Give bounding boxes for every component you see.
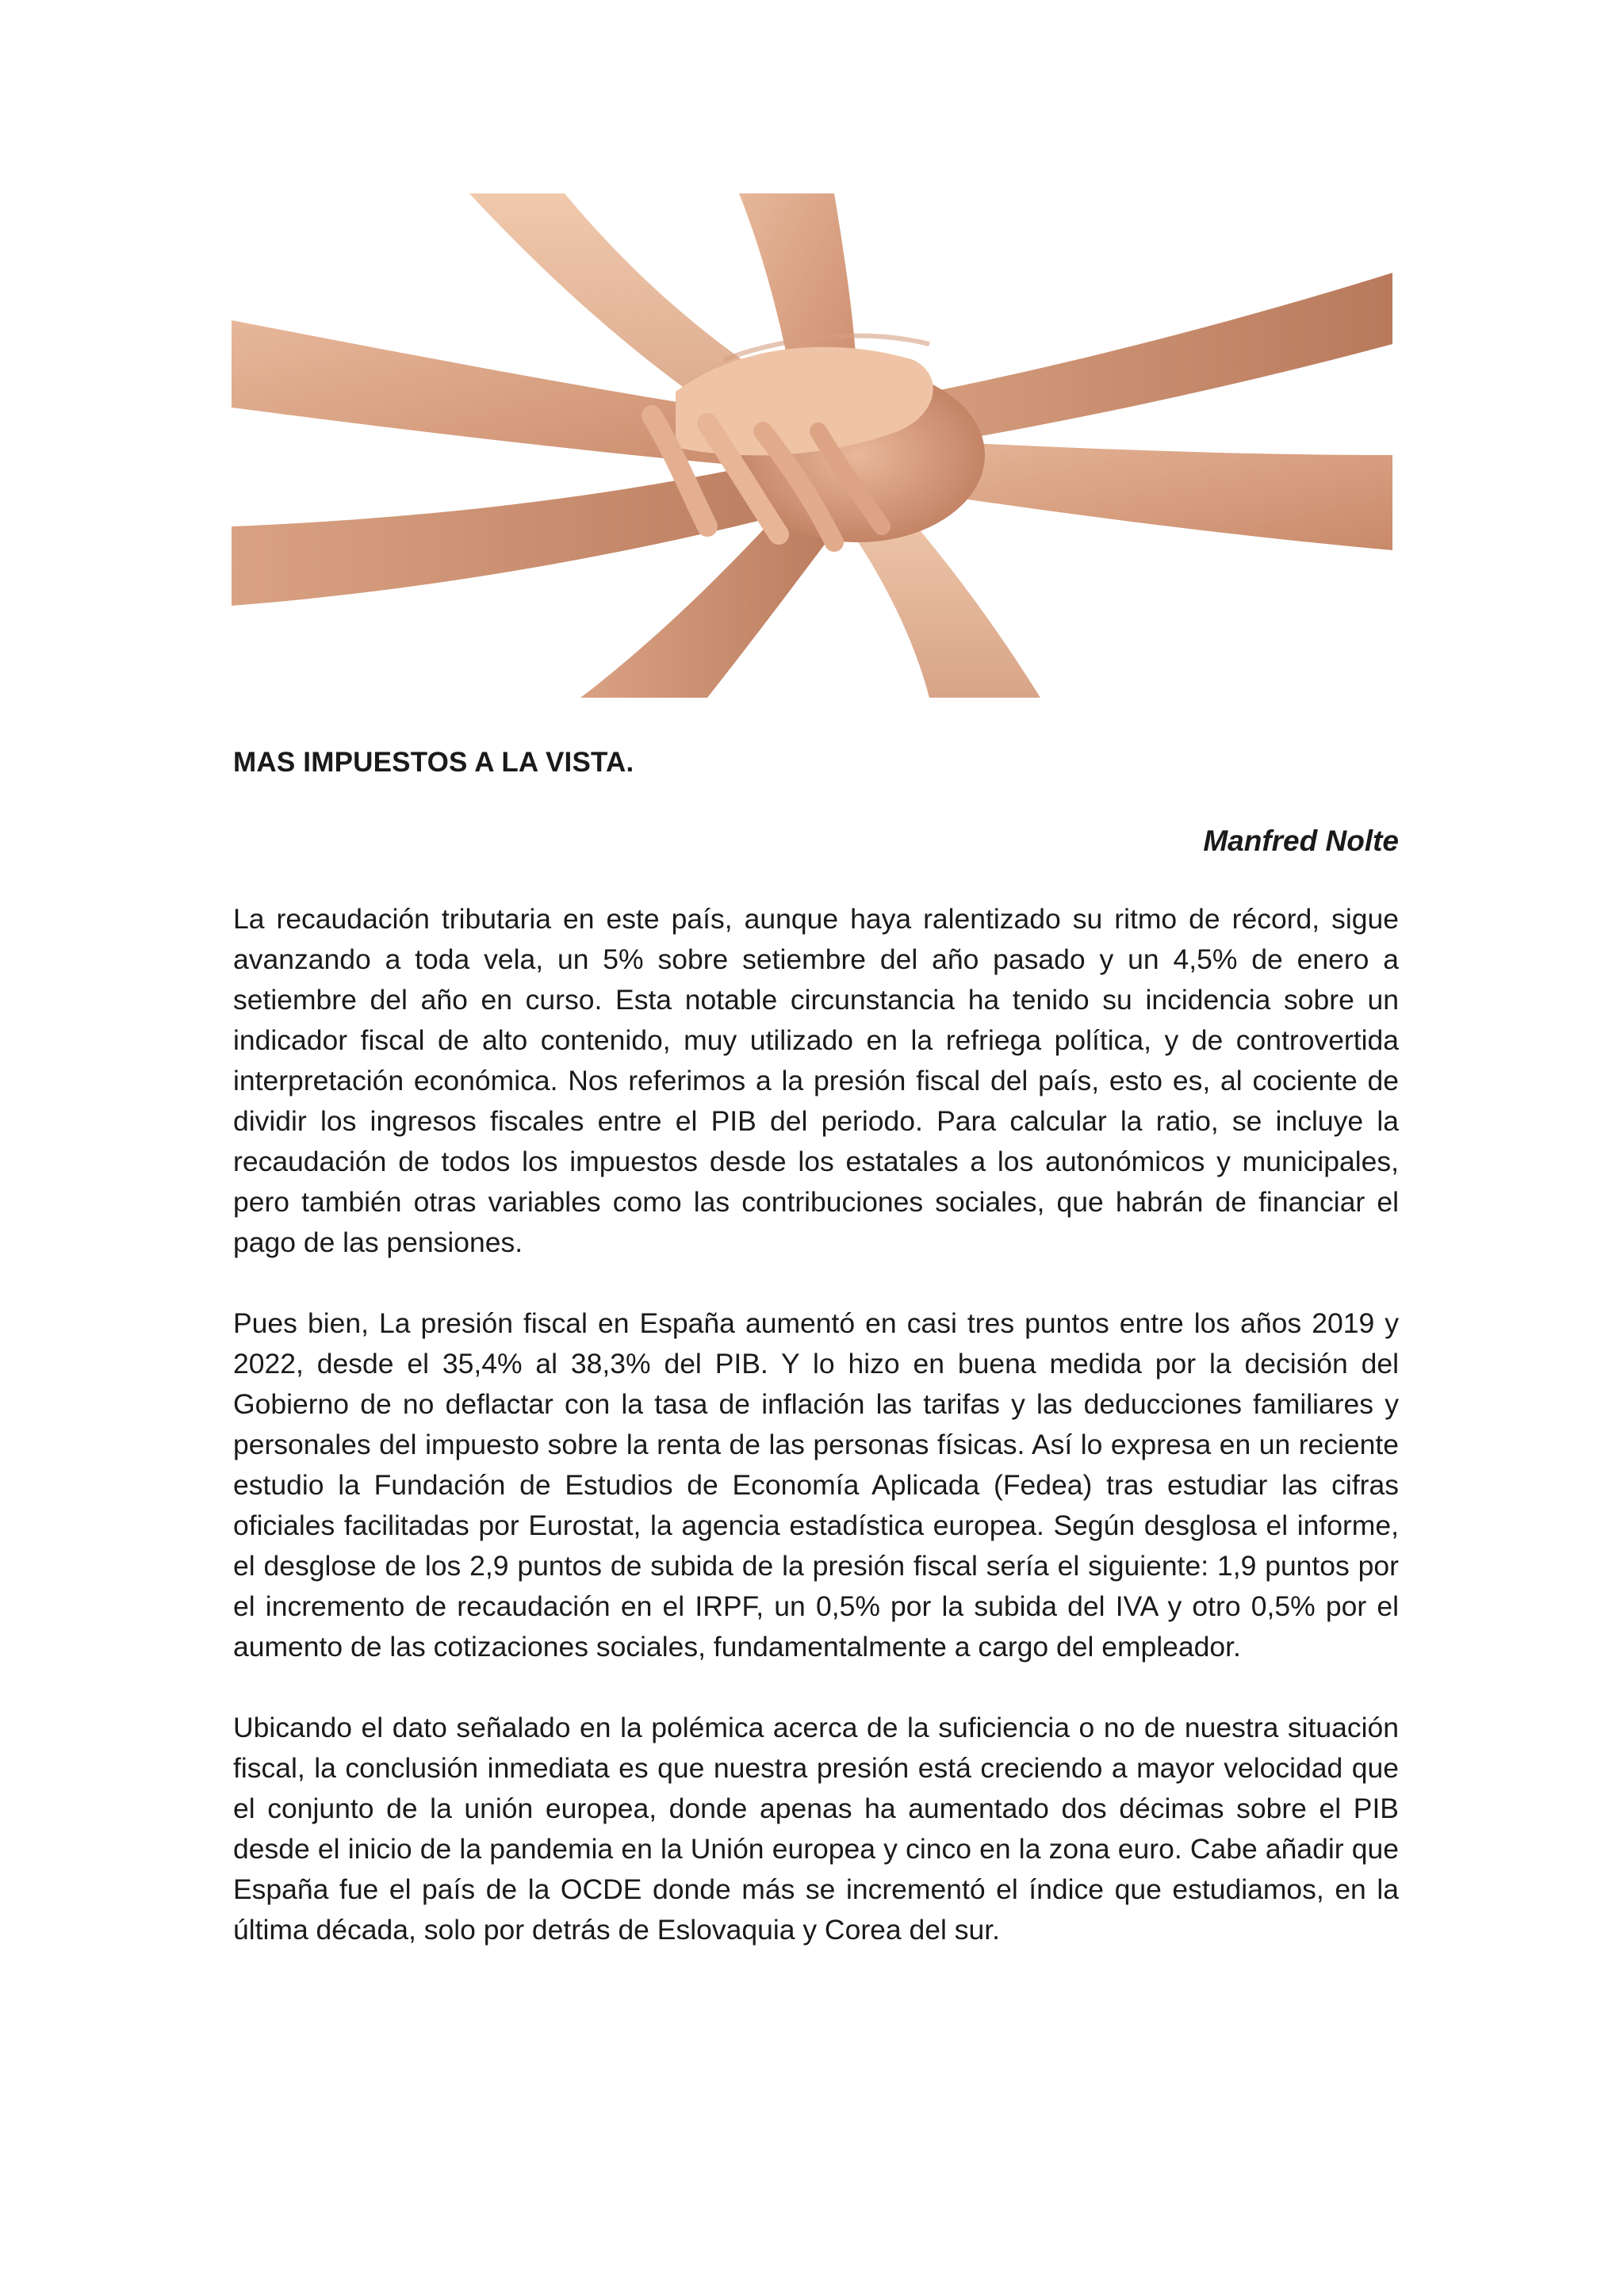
article-body — [233, 899, 1399, 1991]
article-title: MAS IMPUESTOS A LA VISTA. — [233, 747, 634, 778]
article-paragraph: La recaudación tributaria en este país, aunque haya ralentizado su ritmo de récord, sigue avanzando a toda vela, un 5% sobre setiembre del año pasado y un 4,5% de enero a setiembre del año en curso. Esta notable circunstancia ha tenido su incidencia sobre un indicador fiscal de alto contenido, muy utilizado en la refriega política, y de controvertida interpretación económica. Nos referimos a la presión fiscal del país, esto es, al cociente de dividir los ingresos fiscales entre el PIB del periodo. Para calcular la ratio, se incluye la recaudación de todos los impuestos desde los estatales a los autonómicos y municipales, pero también otras variables como las contribuciones sociales, que habrán de financiar el pago de las pensiones. — [233, 903, 1399, 1258]
article-paragraph: Ubicando el dato señalado en la polémica acerca de la suficiencia o no de nuestra situación fiscal, la conclusión inmediata es que nuestra presión está creciendo a mayor velocidad que el conjunto de la unión europea, donde apenas ha aumentado dos décimas sobre el PIB desde el inicio de la pandemia en la Unión europea y cinco en la zona euro. Cabe añadir que España fue el país de la OCDE donde más se incrementó el índice que estudiamos, en la última década, solo por detrás de Eslovaquia y Corea del sur. — [233, 1712, 1399, 1946]
article-paragraph: Pues bien, La presión fiscal en España aumentó en casi tres puntos entre los años 2019 y 2022, desde el 35,4% al 38,3% del PIB. Y lo hizo en buena medida por la decisión del Gobierno de no deflactar con la tasa de inflación las tarifas y las deducciones familiares y personales del impuesto sobre la renta de las personas físicas. Así lo expresa en un reciente estudio la Fundación de Estudios de Economía Aplicada (Fedea) tras estudiar las cifras oficiales facilitadas por Eurostat, la agencia estadística europea. Según desglosa el informe, el desglose de los 2,9 puntos de subida de la presión fiscal sería el siguiente: 1,9 puntos por el incremento de recaudación en el IRPF, un 0,5% por la subida del IVA y otro 0,5% por el aumento de las cotizaciones sociales, fundamentalmente a cargo del empleador. — [233, 1307, 1399, 1663]
hero-image — [232, 193, 1392, 698]
article-author: Manfred Nolte — [1203, 825, 1399, 857]
stacked-hands-illustration — [232, 193, 1392, 698]
